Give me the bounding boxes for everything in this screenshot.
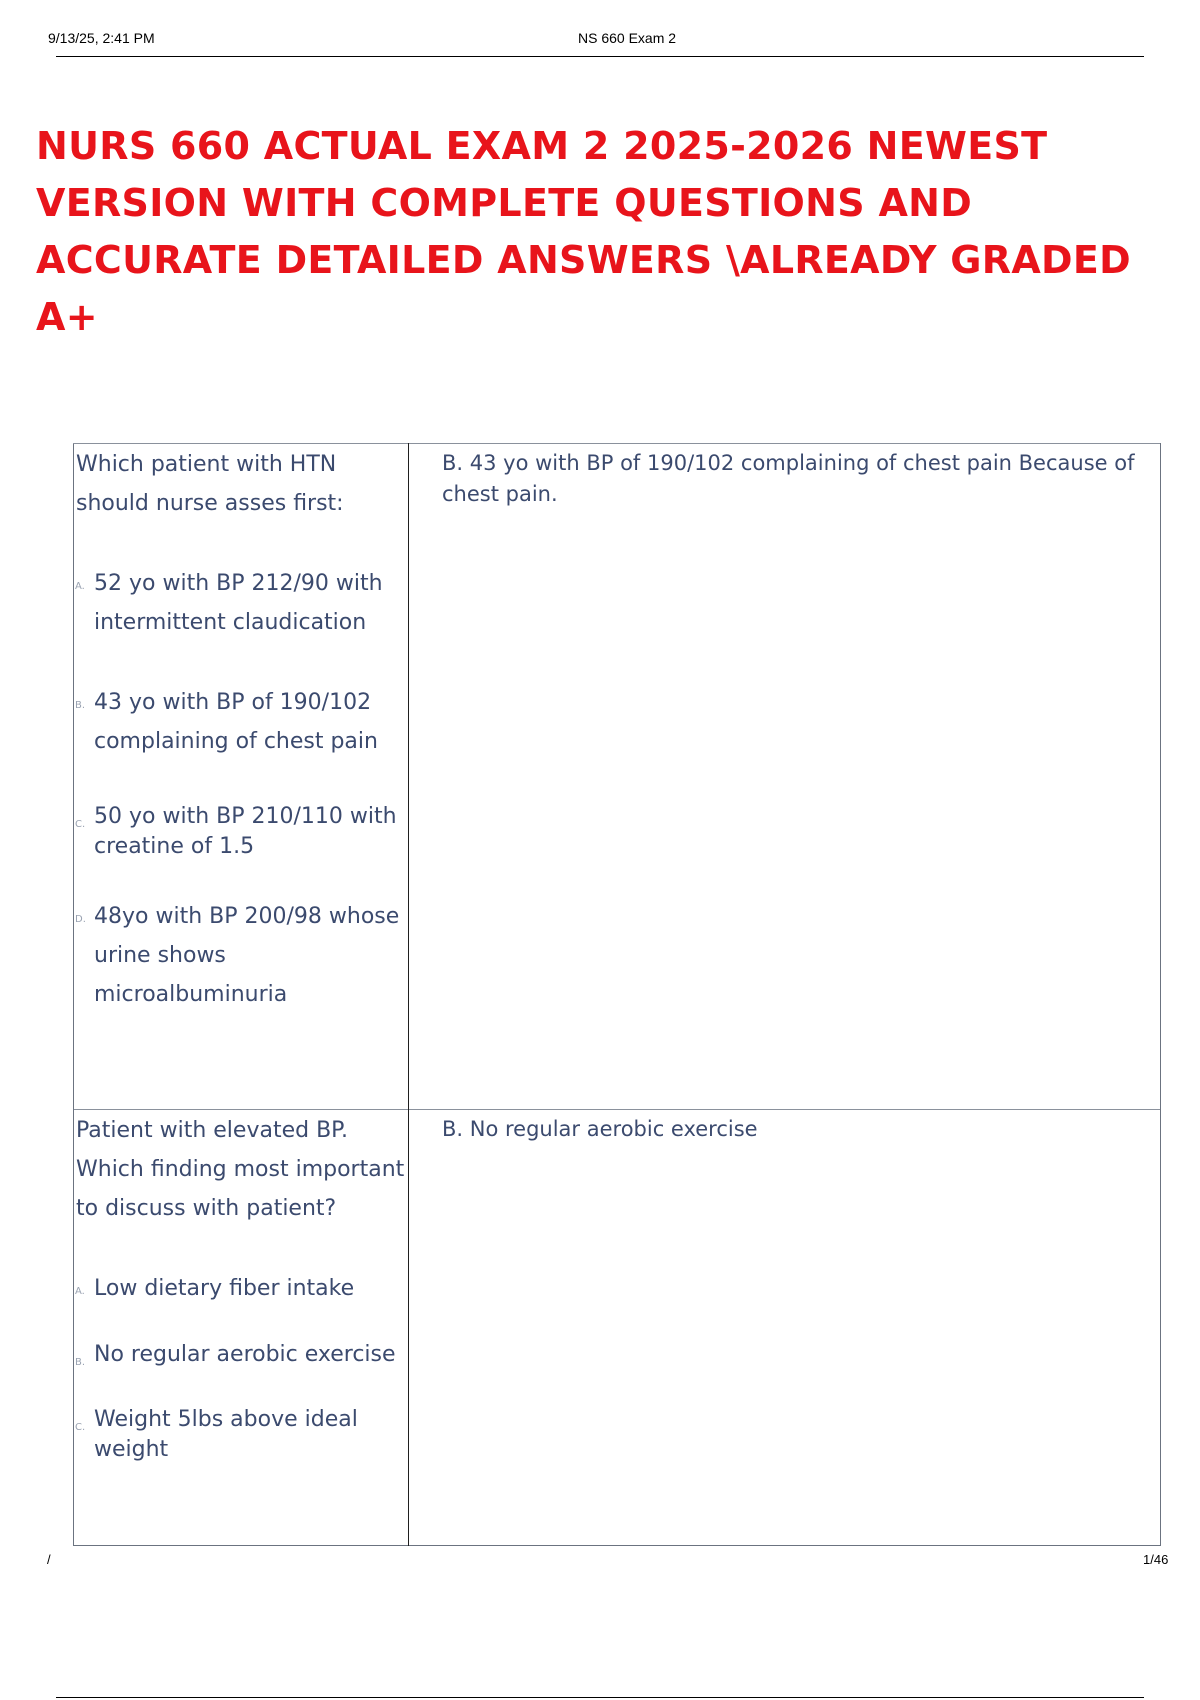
footer-url: /: [47, 1552, 51, 1567]
option-item: [74, 1340, 408, 1370]
page-number: 1/46: [1143, 1552, 1169, 1567]
option-letter: A.: [75, 1286, 85, 1297]
page-header: [48, 28, 1138, 56]
option-item: [74, 897, 408, 1014]
option-text: 50 yo with BP 210/110 with creatine of 1.5: [94, 804, 397, 859]
option-letter: A.: [75, 581, 85, 592]
option-item: [74, 1405, 408, 1465]
option-text: 43 yo with BP of 190/102 complaining of chest pain: [94, 690, 378, 754]
answer-text: B. 43 yo with BP of 190/102 complaining of chest pain Because of chest pain.: [442, 451, 1135, 506]
bottom-divider: [56, 1697, 1144, 1698]
answer-cell: [409, 444, 1161, 1110]
question-cell: [74, 444, 409, 1110]
print-date: 9/13/25, 2:41 PM: [48, 30, 155, 46]
qa-row: [74, 1110, 1161, 1546]
option-item: [74, 802, 408, 862]
option-letter: C.: [75, 1422, 86, 1433]
option-letter: B.: [75, 700, 86, 711]
answer-cell: [409, 1110, 1161, 1546]
option-item: [74, 564, 408, 642]
option-item: [74, 683, 408, 761]
option-text: No regular aerobic exercise: [94, 1342, 396, 1367]
option-letter: B.: [75, 1357, 86, 1368]
option-text: 52 yo with BP 212/90 with intermittent claudication: [94, 571, 383, 635]
header-divider: [56, 56, 1144, 57]
option-letter: C.: [75, 819, 86, 830]
option-letter: D.: [75, 914, 86, 925]
option-text: Weight 5lbs above ideal weight: [94, 1407, 358, 1462]
document-title: NURS 660 ACTUAL EXAM 2 2025-2026 NEWEST VERSION WITH COMPLETE QUESTIONS AND ACCURATE DETAILED ANSWERS \ALREADY GRADED A+: [36, 124, 1132, 339]
question-text: Patient with elevated BP. Which finding most important to discuss with patient?: [76, 1118, 405, 1221]
qa-table: [73, 443, 1161, 1546]
option-text: Low dietary fiber intake: [94, 1276, 355, 1301]
answer-text: B. No regular aerobic exercise: [442, 1117, 758, 1141]
question-text: Which patient with HTN should nurse asses first:: [76, 452, 344, 516]
print-title: NS 660 Exam 2: [578, 30, 677, 46]
question-cell: [74, 1110, 409, 1546]
qa-row: [74, 444, 1161, 1110]
option-text: 48yo with BP 200/98 whose urine shows microalbuminuria: [94, 904, 400, 1007]
option-item: [74, 1269, 408, 1308]
